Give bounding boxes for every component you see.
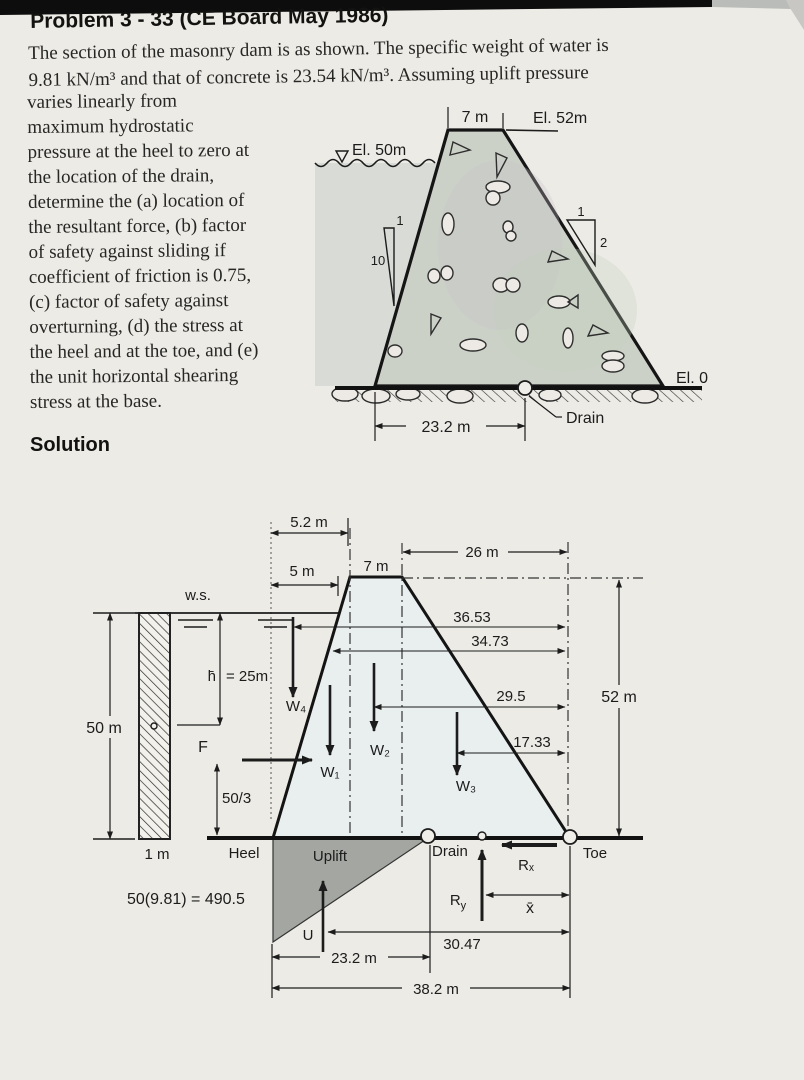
resultant-arm-dim: 30.47 [443, 936, 481, 953]
drain-circle [421, 829, 435, 843]
crest-width-dim: 7 m [363, 558, 389, 575]
uplift-force-label: U [302, 927, 314, 944]
solution-heading: Solution [30, 434, 110, 456]
force-W1-label: W₁ [320, 764, 340, 781]
pressure-formula: 50(9.81) = 490.5 [127, 891, 245, 908]
hbar-value: = 25m [226, 668, 269, 685]
heel-to-drain-dim: 23.2 m [331, 950, 377, 967]
problem-line: coefficient of friction is 0.75, [28, 264, 252, 288]
drain-circle [518, 381, 532, 395]
heel-to-drain-dim: 23.2 m [421, 419, 471, 436]
force-F-label: F [198, 739, 208, 756]
problem-line: 9.81 kN/m³ and that of concrete is 23.54 kN/m³. Assuming uplift pressure [28, 62, 589, 91]
problem-line: the location of the drain, [27, 165, 215, 188]
problem-statement-narrow [27, 87, 340, 415]
drain-label: Drain [566, 410, 605, 427]
figure2-force-diagram [80, 500, 744, 1020]
reaction-Rx-label: Rₓ [518, 857, 534, 874]
w4-arm-dim: 36.53 [453, 609, 491, 626]
unit-width-dim: 1 m [144, 846, 170, 863]
w3-arm-dim: 17.33 [513, 734, 551, 751]
downstream-slope-rise: 2 [600, 235, 608, 250]
hbar-dim: h̄ [207, 668, 216, 685]
water-depth-dim: 50 m [86, 720, 122, 737]
problem-statement-wide [28, 30, 777, 94]
downstream-projection-dim: 26 m [465, 544, 499, 561]
problem-line: maximum hydrostatic [27, 115, 194, 138]
upstream-slope-run: 1 [396, 213, 404, 228]
upstream-slope-rise: 10 [370, 253, 386, 268]
scan-gray-corner [712, 0, 792, 9]
problem-line: varies linearly from [27, 90, 178, 113]
base-width-dim: 38.2 m [413, 981, 459, 998]
problem-line: the heel and at the toe, and (e) [29, 339, 259, 363]
water-level-symbol [336, 151, 348, 162]
crest-width-label: 7 m [461, 109, 489, 126]
problem-line: determine the (a) location of [27, 189, 245, 213]
downstream-slope-run: 1 [577, 204, 585, 219]
water-surface-marks [178, 620, 293, 627]
pressure-centroid-dim: 50/3 [222, 790, 252, 807]
elevation-top-leader [506, 130, 558, 131]
water-surface-label: w.s. [185, 587, 211, 604]
problem-line: pressure at the heel to zero at [27, 139, 250, 163]
pressure-centroid-dot [151, 723, 157, 729]
uplift-pressure-diagram [273, 838, 428, 942]
xbar-dim: x̄ [526, 900, 534, 917]
water-face-projection-dim: 5 m [289, 563, 315, 580]
figure1-dam-section [300, 95, 804, 447]
reaction-Ry-label: $R_y$ [449, 892, 467, 912]
problem-line: The section of the masonry dam is as shown. The specific weight of water is [28, 34, 609, 64]
toe-label: Toe [582, 845, 608, 862]
heel-label: Heel [228, 845, 260, 862]
problem-line: overturning, (d) the stress at [29, 314, 244, 338]
problem-line: of safety against sliding if [28, 240, 227, 263]
force-W2-label: W₂ [370, 742, 390, 759]
scan-corner-shadow [786, 0, 804, 30]
problem-line: the unit horizontal shearing [29, 364, 239, 388]
upstream-projection-dim: 5.2 m [290, 514, 328, 531]
force-W3-label: W₃ [455, 778, 477, 795]
drain-label: Drain [432, 843, 468, 860]
problem-line: the resultant force, (b) factor [28, 214, 247, 238]
elevation-base-label: El. 0 [676, 370, 709, 387]
elevation-water-label: El. 50m [352, 142, 407, 159]
w2-arm-dim: 29.5 [496, 688, 526, 705]
problem-line: stress at the base. [29, 390, 163, 413]
elevation-top-label: El. 52m [533, 110, 588, 127]
uplift-label: Uplift [312, 848, 348, 865]
toe-circle [563, 830, 577, 844]
problem-line: (c) factor of safety against [28, 290, 229, 313]
resultant-point-circle [478, 832, 486, 840]
w1-arm-dim: 34.73 [471, 633, 509, 650]
force-W4-label: W₄ [285, 698, 307, 715]
problem-title: Problem 3 - 33 (CE Board May 1986) [30, 3, 389, 33]
dam-height-dim: 52 m [601, 689, 637, 706]
